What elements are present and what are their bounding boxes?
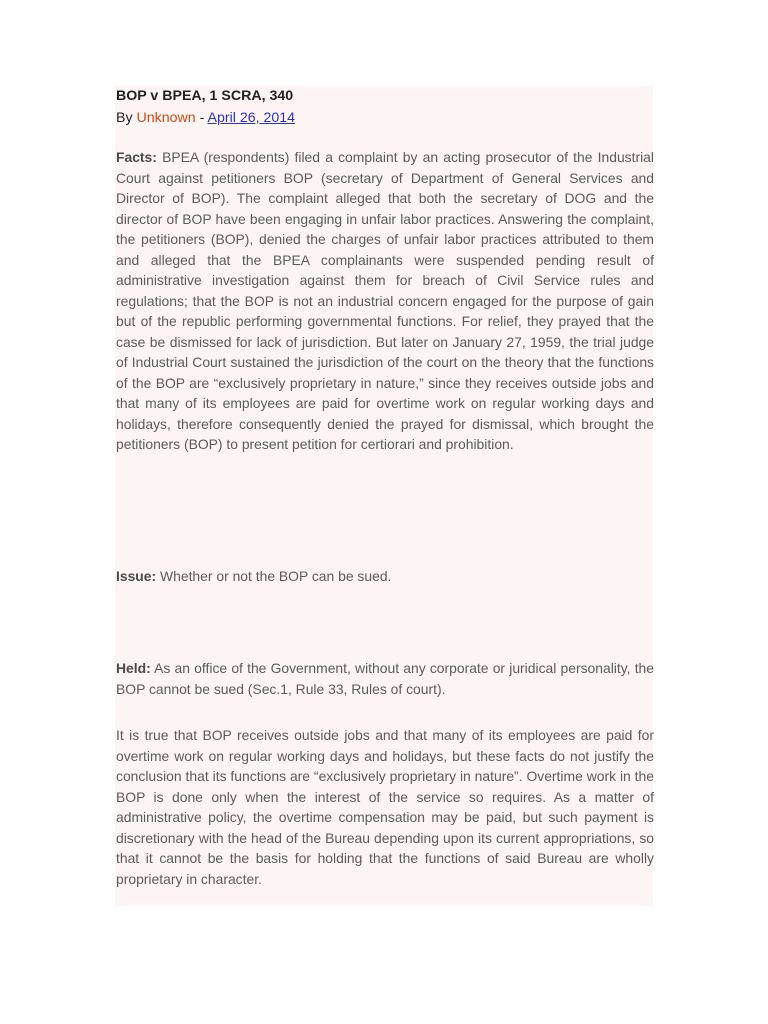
facts-text: BPEA (respondents) filed a complaint by an acting prosecutor of the Industrial Court against petitioners BOP (secretary of Department of General Services and Director of BOP). The complaint alleged that both the secretary of DOG and the director of BOP have been engaging in unfair labor practices. Answering the complaint, the petitioners (BOP), denied the charges of unfair labor practices attributed to them and alleged that the BPEA complainants were suspended pending result of administrative investigation against them for breach of Civil Service rules and regulations; that the BOP is not an industrial concern engaged for the purpose of gain but of the republic performing governmental functions. For relief, they prayed that the case be dismissed for lack of jurisdiction. But later on January 27, 1959, the trial judge of Industrial Court sustained the jurisdiction of the court on the theory that the functions of the BOP are “exclusively proprietary in nature,” since they receives outside jobs and that many of its employees are paid for overtime work on regular working days and holidays, therefore consequently denied the prayed for dismissal, which brought the petitioners (BOP) to present petition for certiorari and prohibition. [116,149,654,452]
post-date-link[interactable]: April 26, 2014 [207,110,296,126]
byline-separator: - [195,110,208,126]
post-byline [116,109,295,127]
issue-text: Whether or not the BOP can be sued. [160,568,392,584]
facts-label: Facts: [116,149,157,165]
byline-prefix: By [116,110,133,126]
post-title: BOP v BPEA, 1 SCRA, 340 [116,88,294,104]
facts-paragraph [116,147,654,455]
issue-label: Issue: [116,568,157,584]
held-paragraph [116,658,654,699]
discussion-paragraph: It is true that BOP receives outside jobs and that many of its employees are paid for overtime work on regular working days and holidays, but these facts do not justify the conclusion that its functions are “exclusively proprietary in nature”. Overtime work in the BOP is done only when the interest of the service so requires. As a matter of administrative policy, the overtime compensation may be paid, but such payment is discretionary with the head of the Bureau depending upon its current appropriations, so that it cannot be the basis for holding that the functions of said Bureau are wholly proprietary in character. [116,727,654,887]
held-label: Held: [116,660,151,676]
held-text: As an office of the Government, without any corporate or juridical personality, the BOP cannot be sued (Sec.1, Rule 33, Rules of court). [116,660,655,697]
author-name: Unknown [136,110,196,126]
issue-paragraph [116,566,654,587]
